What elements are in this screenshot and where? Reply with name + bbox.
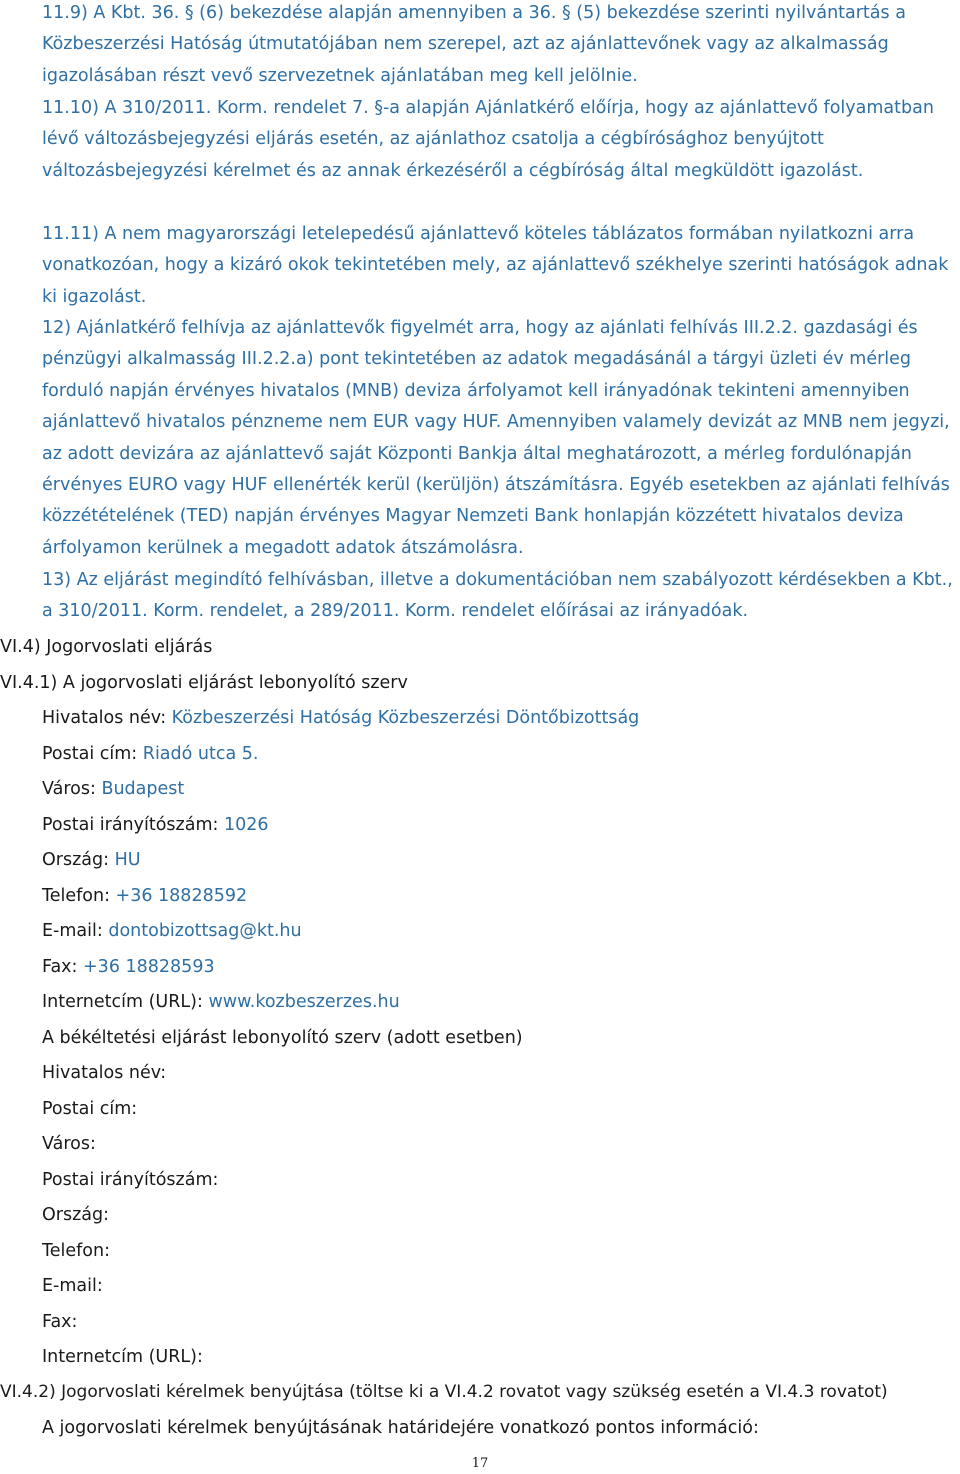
review-country-label: Ország: [42, 850, 110, 870]
review-name-label: Hivatalos név: [42, 708, 167, 728]
mediation-address-label: Postai cím: [42, 1099, 138, 1119]
review-fax-label: Fax: [42, 957, 78, 977]
review-email-field [42, 916, 302, 946]
review-fax-value: +36 18828593 [83, 957, 215, 977]
mediation-body-title: A békéltetési eljárást lebonyolító szerv (adott esetben) [42, 1028, 523, 1048]
mediation-city-label: Város: [42, 1134, 96, 1154]
review-city-field [42, 774, 184, 804]
paragraph-11-10: 11.10) A 310/2011. Korm. rendelet 7. §-a alapján Ajánlatkérő előírja, hogy az ajánlattevő folyamatban lévő változásbejegyzési eljárás esetén, az ajánlathoz csatolja a cégbírósághoz benyújtott változásbejegyzési kérelmet és az annak érkezéséről a cégbíróság által megküldött igazolást. [42, 98, 934, 181]
review-address-value: Riadó utca 5. [142, 744, 259, 764]
review-phone-value: +36 18828592 [115, 886, 248, 906]
paragraph-13: 13) Az eljárást megindító felhívásban, illetve a dokumentációban nem szabályozott kérdésekben a Kbt., a 310/2011. Korm. rendelet, a 289/2011. Korm. rendelet előírásai az irányadóak. [42, 570, 953, 622]
mediation-name-label: Hivatalos név: [42, 1063, 167, 1083]
review-email-link[interactable]: dontobizottsag@kt.hu [108, 921, 302, 941]
mediation-url-label: Internetcím (URL): [42, 1347, 203, 1367]
mediation-postcode-label: Postai irányítószám: [42, 1170, 219, 1190]
review-email-label: E-mail: [42, 921, 103, 941]
review-phone-label: Telefon: [42, 886, 110, 906]
paragraph-12: 12) Ajánlatkérő felhívja az ajánlattevők figyelmét arra, hogy az ajánlati felhívás III.2.2. gazdasági és pénzügyi alkalmasság III.2.2.a) pont tekintetében az adatok megadásánál a tárgyi üzleti év mérleg forduló napján érvényes hivatalos (MNB) deviza árfolyamot kell irányadónak tekinteni amennyiben ajánlattevő hivatalos pénzneme nem EUR vagy HUF. Amennyiben valamely devizát az MNB nem jegyzi, az adott devizára az ajánlattevő saját Központi Bankja által meghatározott, a mérleg fordulónapján érvényes EURO vagy HUF ellenérték kerül (kerüljön) átszámításra. Egyéb esetekben az ajánlati felhívás közzétételének (TED) napján érvényes Magyar Nemzeti Bank honlapján közzétett hivatalos deviza árfolyamon kerülnek a megadott adatok átszámolásra. [42, 318, 950, 558]
review-url-field [42, 987, 400, 1017]
page-number: 17 [471, 1456, 489, 1471]
review-name-field [42, 703, 639, 733]
paragraph-11-11: 11.11) A nem magyarországi letelepedésű ajánlattevő köteles táblázatos formában nyilatkozni arra vonatkozóan, hogy a kizáró okok tekintetében mely, az ajánlattevő székhelye szerinti hatóságok adnak ki igazolást. [42, 224, 949, 307]
mediation-country-label: Ország: [42, 1205, 110, 1225]
review-address-field [42, 739, 258, 769]
review-address-label: Postai cím: [42, 744, 138, 764]
review-phone-field [42, 881, 247, 911]
review-country-value: HU [114, 850, 141, 870]
review-city-value: Budapest [101, 779, 185, 799]
mediation-email-label: E-mail: [42, 1276, 103, 1296]
review-url-label: Internetcím (URL): [42, 992, 203, 1012]
review-fax-field [42, 952, 215, 982]
mediation-fax-label: Fax: [42, 1312, 78, 1332]
review-name-value: Közbeszerzési Hatóság Közbeszerzési Döntőbizottság [171, 708, 640, 728]
mediation-phone-label: Telefon: [42, 1241, 110, 1261]
review-postcode-label: Postai irányítószám: [42, 815, 219, 835]
heading-vi-4: VI.4) Jogorvoslati eljárás [0, 637, 213, 657]
deadline-info-text: A jogorvoslati kérelmek benyújtásának határidejére vonatkozó pontos információ: [42, 1418, 759, 1438]
review-postcode-field [42, 810, 269, 840]
review-country-field [42, 845, 141, 875]
review-url-link[interactable]: www.kozbeszerzes.hu [208, 992, 400, 1012]
review-city-label: Város: [42, 779, 96, 799]
review-postcode-value: 1026 [223, 815, 269, 835]
heading-vi-4-1: VI.4.1) A jogorvoslati eljárást lebonyolító szerv [0, 673, 408, 693]
heading-vi-4-2: VI.4.2) Jogorvoslati kérelmek benyújtása (töltse ki a VI.4.2 rovatot vagy szükség esetén a VI.4.3 rovatot) [0, 1382, 888, 1402]
paragraph-11-9: 11.9) A Kbt. 36. § (6) bekezdése alapján amennyiben a 36. § (5) bekezdése szerinti nyilvántartás a Közbeszerzési Hatóság útmutatójában nem szerepel, azt az ajánlattevőnek vagy az alkalmasság igazolásában részt vevő szervezetnek ajánlatában meg kell jelölnie. [42, 3, 906, 86]
